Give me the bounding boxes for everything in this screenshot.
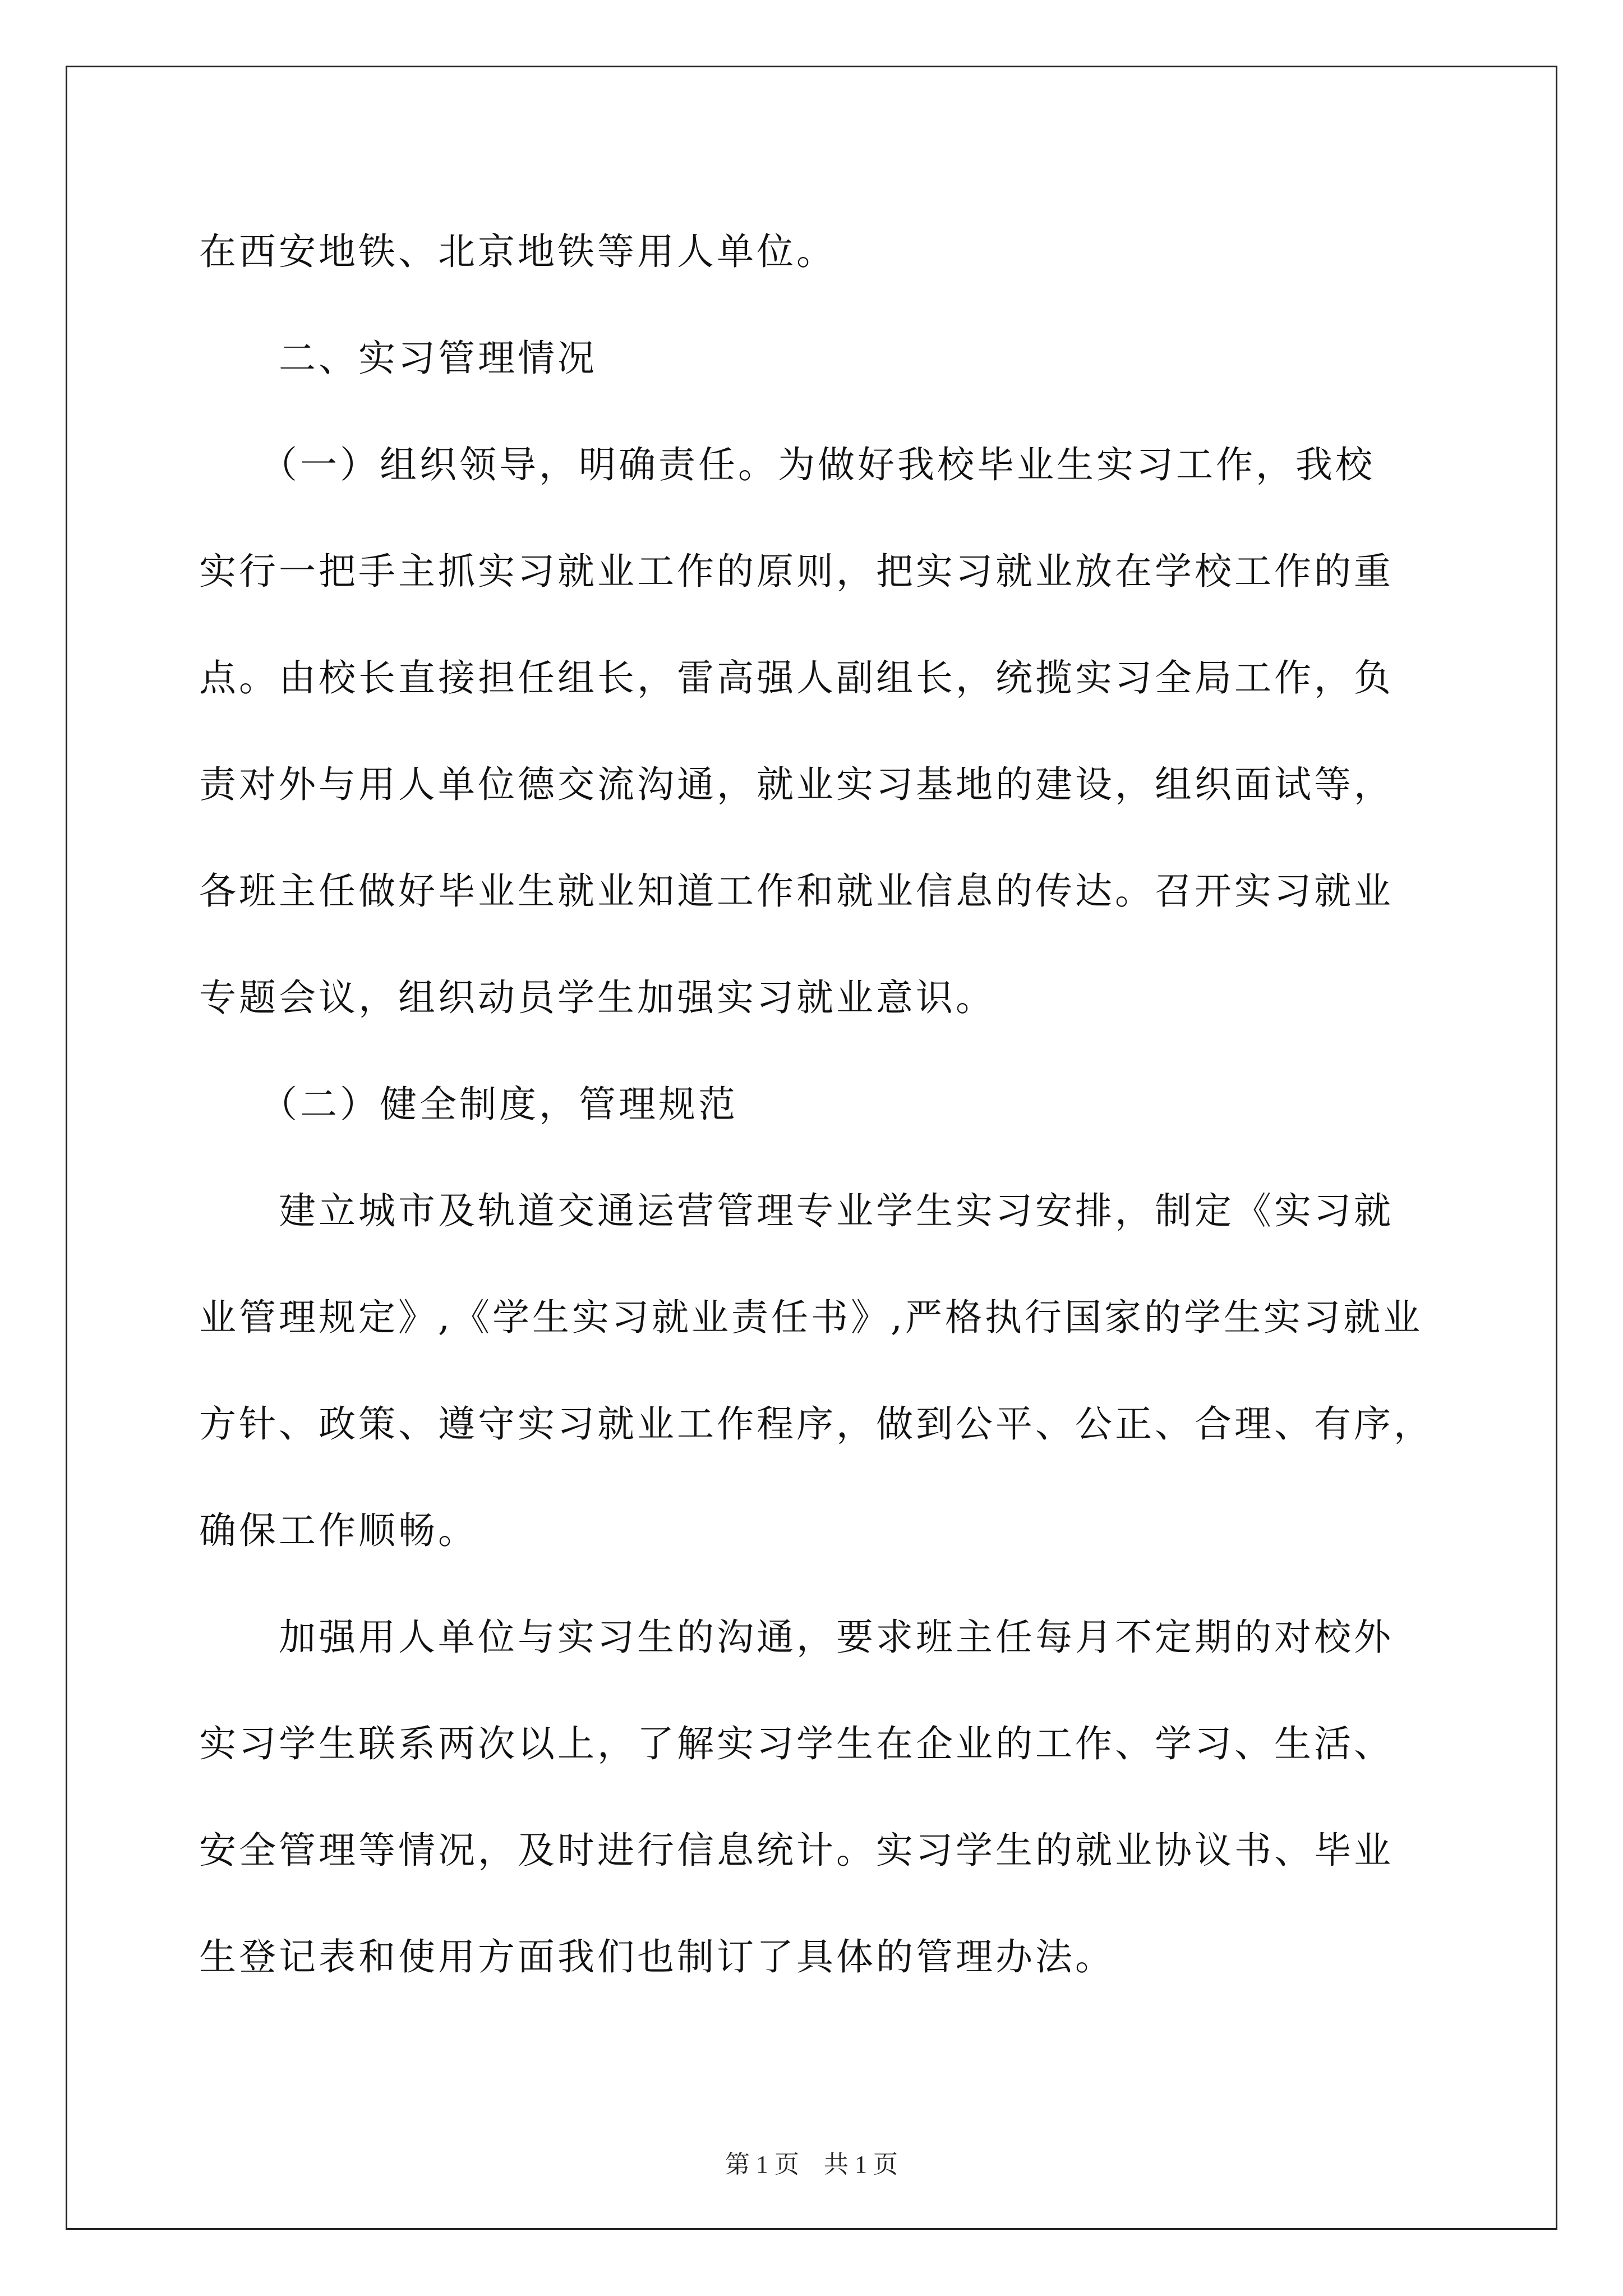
text-line: 专题会议，组织动员学生加强实习就业意识。: [199, 976, 995, 1019]
text-line: 方针、政策、遵守实习就业工作程序，做到公平、公正、合理、有序，: [199, 1402, 1433, 1446]
text-line: 业管理规定》,《学生实习就业责任书》,严格执行国家的学生实习就业: [199, 1296, 1423, 1339]
text-line: 实习学生联系两次以上，了解实习学生在企业的工作、学习、生活、: [199, 1722, 1394, 1765]
text-line: 责对外与用人单位德交流沟通，就业实习基地的建设，组织面试等，: [199, 763, 1394, 806]
text-line: 实行一把手主抓实习就业工作的原则，把实习就业放在学校工作的重: [199, 550, 1394, 593]
text-line: 点。由校长直接担任组长，雷高强人副组长，统揽实习全局工作，负: [199, 656, 1394, 700]
text-line: 各班主任做好毕业生就业知道工作和就业信息的传达。召开实习就业: [199, 869, 1394, 913]
subheading-system: （二）健全制度，管理规范: [199, 1083, 738, 1126]
page-border: [66, 66, 1557, 2230]
text-line: （一）组织领导，明确责任。为做好我校毕业生实习工作，我校: [199, 443, 1375, 486]
text-line: 生登记表和使用方面我们也制订了具体的管理办法。: [199, 1935, 1115, 1978]
text-line: 在西安地铁、北京地铁等用人单位。: [199, 230, 836, 273]
page-number-footer: 第 1 页 共 1 页: [725, 2151, 898, 2178]
text-line: 确保工作顺畅。: [199, 1509, 478, 1552]
heading-internship-management: 二、实习管理情况: [199, 337, 597, 380]
text-line: 安全管理等情况，及时进行信息统计。实习学生的就业协议书、毕业: [199, 1829, 1394, 1872]
text-line: 加强用人单位与实习生的沟通，要求班主任每月不定期的对校外: [199, 1616, 1394, 1659]
text-line: 建立城市及轨道交通运营管理专业学生实习安排，制定《实习就: [199, 1189, 1394, 1232]
